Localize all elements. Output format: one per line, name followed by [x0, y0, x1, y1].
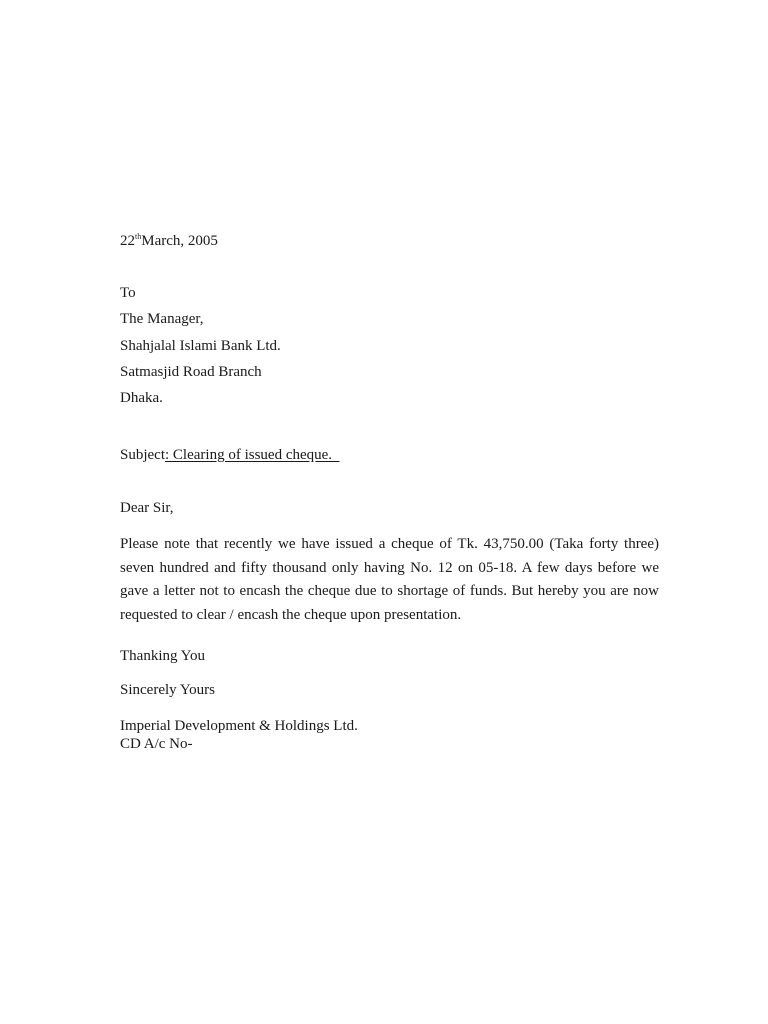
- closing-line: Sincerely Yours: [120, 682, 216, 698]
- date-day: 22: [120, 233, 135, 249]
- address-line-1: The Manager,: [120, 311, 204, 328]
- date-ordinal: th: [135, 232, 142, 241]
- body-paragraph: Please note that recently we have issued a cheque of Tk. 43,750.00 (Taka forty three) seven hundred and fifty thousand only having No. 12 on 05-18. A few days before we gave a letter not to encash the cheque due to shortage of funds. But hereby you are now requested to clear / encash the cheque upon presentation.: [120, 536, 659, 623]
- date-rest: March, 2005: [141, 233, 218, 249]
- subject-text: : Clearing of issued cheque.: [165, 447, 340, 463]
- salutation: Dear Sir,: [120, 500, 174, 516]
- company-name: Imperial Development & Holdings Ltd.: [120, 718, 358, 734]
- recipient-address: [120, 280, 281, 411]
- address-to: To: [120, 285, 136, 301]
- account-number: CD A/c No-: [120, 736, 193, 752]
- letter-date: [120, 228, 218, 250]
- subject-label: Subject: [120, 447, 165, 463]
- address-line-3: Satmasjid Road Branch: [120, 363, 262, 380]
- address-line-4: Dhaka.: [120, 390, 163, 407]
- address-line-2: Shahjalal Islami Bank Ltd.: [120, 337, 281, 354]
- subject-line: [120, 446, 340, 464]
- thanks-line: Thanking You: [120, 648, 206, 664]
- signature-block: [120, 717, 358, 753]
